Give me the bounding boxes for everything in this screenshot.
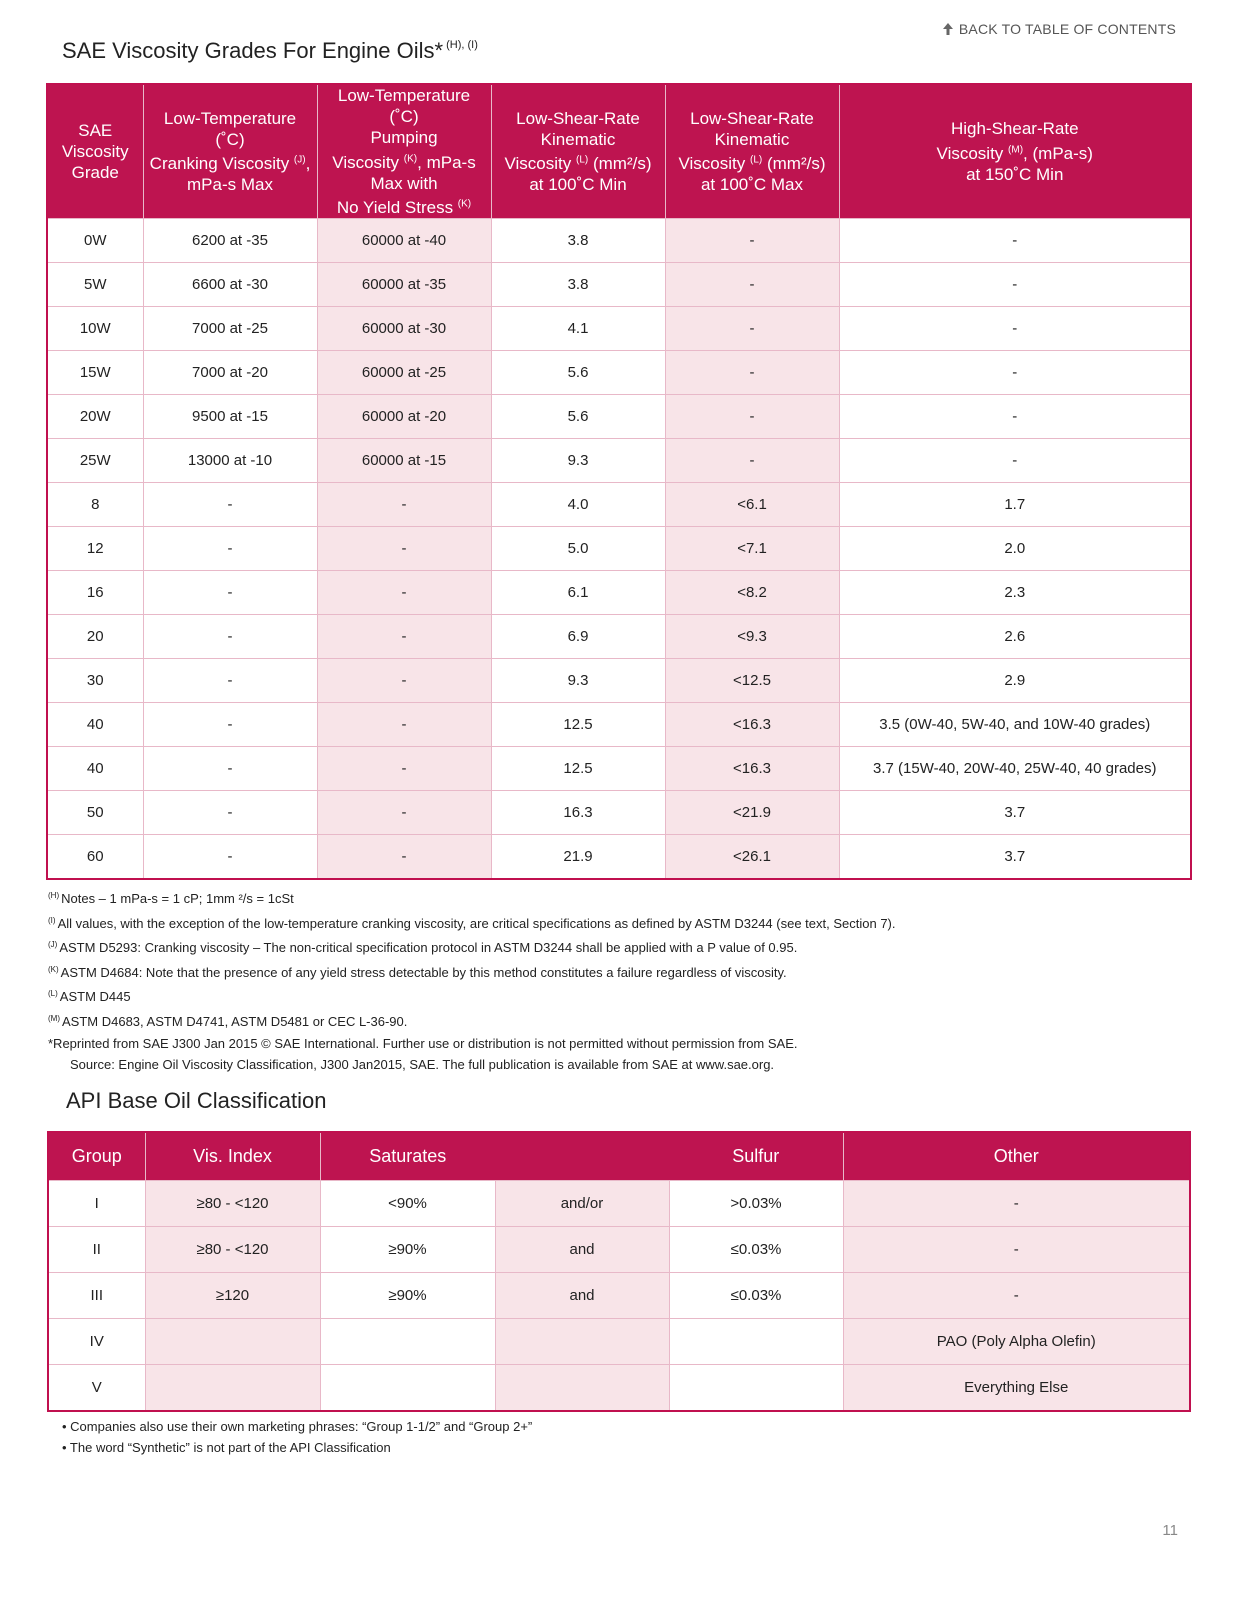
- api-header-row: [48, 1132, 1190, 1181]
- table-cell: [320, 1365, 495, 1412]
- footnote: [48, 934, 1188, 959]
- footnote-text: ASTM D5293: Cranking viscosity – The non-critical specification protocol in ASTM D3244 shall be applied with a P value of 0.95.: [59, 940, 798, 956]
- table-cell: <90%: [320, 1181, 495, 1227]
- table-cell: 60: [47, 835, 143, 880]
- table-cell: 6200 at -35: [143, 219, 317, 263]
- table-cell: -: [143, 747, 317, 791]
- table-cell: <6.1: [665, 483, 839, 527]
- table-cell: 3.5 (0W-40, 5W-40, and 10W-40 grades): [839, 703, 1191, 747]
- table-cell: and: [495, 1227, 669, 1273]
- table-cell: <16.3: [665, 747, 839, 791]
- footnote: [48, 910, 1188, 935]
- table-cell: 12: [47, 527, 143, 571]
- table-cell: 5.0: [491, 527, 665, 571]
- table-cell: 12.5: [491, 703, 665, 747]
- table-cell: 21.9: [491, 835, 665, 880]
- table-cell: <26.1: [665, 835, 839, 880]
- footnote-marker: (K): [48, 964, 59, 974]
- footnote-marker: (M): [48, 1013, 60, 1023]
- api-base-oil-table: [47, 1131, 1191, 1412]
- table-cell: <21.9: [665, 791, 839, 835]
- table-cell: -: [665, 395, 839, 439]
- table-cell: -: [839, 439, 1191, 483]
- table-cell: 12.5: [491, 747, 665, 791]
- bullet-item: • The word “Synthetic” is not part of the API Classification: [62, 1440, 391, 1455]
- footnote-marker: (L): [48, 989, 58, 999]
- table-cell: 6.1: [491, 571, 665, 615]
- table-row: [47, 571, 1191, 615]
- table-cell: -: [839, 263, 1191, 307]
- table-cell: -: [143, 527, 317, 571]
- table-cell: -: [665, 219, 839, 263]
- table-cell: <16.3: [665, 703, 839, 747]
- table-cell: ≤0.03%: [669, 1273, 843, 1319]
- table-cell: <8.2: [665, 571, 839, 615]
- table-cell: ≥80 - <120: [145, 1181, 320, 1227]
- table-row: [48, 1227, 1190, 1273]
- footnote: [48, 885, 1188, 910]
- sae-header-text: Low-Shear-Rate Kinematic Viscosity $^{(L)}$ (mm²/s) at 100˚C Max: [678, 108, 826, 195]
- table-cell: ≥80 - <120: [145, 1227, 320, 1273]
- sae-header-text: Low-Temperature (˚C) Pumping Viscosity $^{(K)}$, mPa-s Max with No Yield Stress $^{(K)}$: [332, 86, 476, 218]
- table-cell: -: [317, 483, 491, 527]
- table-cell: ≥90%: [320, 1227, 495, 1273]
- table-cell: -: [143, 483, 317, 527]
- back-to-toc-link[interactable]: [943, 21, 1176, 37]
- table-cell: 9.3: [491, 439, 665, 483]
- table-cell: 2.0: [839, 527, 1191, 571]
- table-row: [48, 1365, 1190, 1412]
- api-header-group: Group: [48, 1132, 145, 1181]
- back-to-toc-label: BACK TO TABLE OF CONTENTS: [958, 21, 1176, 37]
- sae-header-kin-max: [665, 84, 839, 219]
- table-cell: 60000 at -35: [317, 263, 491, 307]
- table-cell: 20: [47, 615, 143, 659]
- table-cell: 60000 at -20: [317, 395, 491, 439]
- table-cell: V: [48, 1365, 145, 1412]
- footnote-marker: (I): [48, 915, 56, 925]
- table-cell: -: [317, 527, 491, 571]
- table-cell: 6.9: [491, 615, 665, 659]
- api-header-vis-index: Vis. Index: [145, 1132, 320, 1181]
- table-cell: -: [143, 615, 317, 659]
- table-cell: 15W: [47, 351, 143, 395]
- table-cell: 25W: [47, 439, 143, 483]
- table-row: [48, 1273, 1190, 1319]
- table-row: [47, 439, 1191, 483]
- table-cell: -: [143, 835, 317, 880]
- table-cell: 40: [47, 703, 143, 747]
- sae-header-grade: [47, 84, 143, 219]
- table-cell: II: [48, 1227, 145, 1273]
- table-row: [47, 219, 1191, 263]
- table-cell: -: [665, 439, 839, 483]
- sae-header-hths: [839, 84, 1191, 219]
- table-row: [47, 747, 1191, 791]
- api-header-connector: [495, 1132, 669, 1181]
- table-cell: [495, 1319, 669, 1365]
- footnote-text: Notes – 1 mPa-s = 1 cP; 1mm ²/s = 1cSt: [61, 891, 294, 906]
- table-cell: -: [317, 747, 491, 791]
- table-cell: [320, 1319, 495, 1365]
- table-cell: [145, 1319, 320, 1365]
- table-cell: 3.8: [491, 219, 665, 263]
- table-cell: 5.6: [491, 351, 665, 395]
- table-cell: -: [143, 571, 317, 615]
- table-row: [47, 527, 1191, 571]
- table-cell: -: [317, 703, 491, 747]
- footnote-text: ASTM D445: [59, 989, 131, 1005]
- table-row: [47, 351, 1191, 395]
- table-cell: ≥90%: [320, 1273, 495, 1319]
- page-number: 11: [1162, 1522, 1178, 1539]
- table-cell: and/or: [495, 1181, 669, 1227]
- footnote-text: Source: Engine Oil Viscosity Classification, J300 Jan2015, SAE. The full publication is available from SAE at www.sae.org.: [70, 1057, 775, 1073]
- table-cell: 20W: [47, 395, 143, 439]
- footnote: [48, 1054, 1188, 1076]
- table-cell: <12.5: [665, 659, 839, 703]
- sae-title-text: SAE Viscosity Grades For Engine Oils*: [62, 38, 444, 63]
- sae-viscosity-table: [46, 83, 1192, 880]
- table-cell: 6600 at -30: [143, 263, 317, 307]
- table-cell: 60000 at -25: [317, 351, 491, 395]
- table-cell: 0W: [47, 219, 143, 263]
- table-cell: 5.6: [491, 395, 665, 439]
- table-cell: 4.0: [491, 483, 665, 527]
- up-arrow-icon: [943, 23, 953, 35]
- sae-header-text: Low-Shear-Rate Kinematic Viscosity $^{(L)}$ (mm²/s) at 100˚C Min: [504, 108, 652, 195]
- table-cell: <7.1: [665, 527, 839, 571]
- table-cell: [145, 1365, 320, 1412]
- table-cell: 8: [47, 483, 143, 527]
- table-cell: ≤0.03%: [669, 1227, 843, 1273]
- table-cell: 7000 at -25: [143, 307, 317, 351]
- table-cell: -: [317, 791, 491, 835]
- table-cell: 30: [47, 659, 143, 703]
- sae-table-title: [62, 38, 478, 64]
- table-cell: -: [317, 659, 491, 703]
- table-cell: and: [495, 1273, 669, 1319]
- table-cell: >0.03%: [669, 1181, 843, 1227]
- api-header-other: Other: [843, 1132, 1190, 1181]
- table-cell: -: [843, 1181, 1190, 1227]
- footnote: [48, 1033, 1188, 1055]
- table-cell: 9500 at -15: [143, 395, 317, 439]
- api-notes: [62, 1416, 532, 1458]
- sae-header-text: Low-Temperature (˚C) Cranking Viscosity $^{(J)}$, mPa-s Max: [149, 108, 311, 195]
- sae-header-pumping: [317, 84, 491, 219]
- footnote: [48, 959, 1188, 984]
- table-cell: 4.1: [491, 307, 665, 351]
- table-cell: -: [665, 263, 839, 307]
- table-row: [47, 703, 1191, 747]
- table-cell: [669, 1365, 843, 1412]
- table-row: [47, 263, 1191, 307]
- table-cell: 60000 at -15: [317, 439, 491, 483]
- table-cell: IV: [48, 1319, 145, 1365]
- footnote-marker: (H): [48, 891, 60, 900]
- table-cell: -: [143, 791, 317, 835]
- table-cell: Everything Else: [843, 1365, 1190, 1412]
- table-cell: 3.7: [839, 835, 1191, 880]
- footnotes: [48, 885, 1188, 1076]
- bullet-item: • Companies also use their own marketing phrases: “Group 1-1/2” and “Group 2+”: [62, 1419, 533, 1434]
- table-cell: -: [843, 1227, 1190, 1273]
- table-row: [48, 1319, 1190, 1365]
- footnote: [48, 983, 1188, 1008]
- table-cell: 3.8: [491, 263, 665, 307]
- table-row: [48, 1181, 1190, 1227]
- sae-header-text: SAE Viscosity Grade: [61, 121, 129, 183]
- table-cell: 50: [47, 791, 143, 835]
- table-row: [47, 615, 1191, 659]
- table-cell: -: [143, 703, 317, 747]
- table-cell: III: [48, 1273, 145, 1319]
- sae-header-row: [47, 84, 1191, 219]
- table-cell: 2.3: [839, 571, 1191, 615]
- table-cell: 40: [47, 747, 143, 791]
- table-cell: PAO (Poly Alpha Olefin): [843, 1319, 1190, 1365]
- api-table-title: API Base Oil Classification: [66, 1088, 327, 1113]
- table-cell: 7000 at -20: [143, 351, 317, 395]
- table-row: [47, 791, 1191, 835]
- table-cell: -: [839, 219, 1191, 263]
- footnote-text: ASTM D4684: Note that the presence of any yield stress detectable by this method constitutes a failure regardless of viscosity.: [60, 964, 787, 980]
- table-cell: -: [317, 835, 491, 880]
- table-cell: 9.3: [491, 659, 665, 703]
- table-row: [47, 395, 1191, 439]
- table-row: [47, 307, 1191, 351]
- table-cell: 3.7: [839, 791, 1191, 835]
- table-cell: [495, 1365, 669, 1412]
- sae-title-sup: (H), (I): [446, 39, 478, 51]
- table-cell: -: [839, 395, 1191, 439]
- sae-header-cranking: [143, 84, 317, 219]
- footnote-text: ASTM D4683, ASTM D4741, ASTM D5481 or CEC L-36-90.: [62, 1013, 408, 1029]
- table-cell: -: [839, 351, 1191, 395]
- sae-header-text: High-Shear-Rate Viscosity $^{(M)}$, (mPa-s) at 150˚C Min: [936, 119, 1093, 184]
- table-cell: -: [665, 307, 839, 351]
- table-cell: -: [843, 1273, 1190, 1319]
- table-cell: 3.7 (15W-40, 20W-40, 25W-40, 40 grades): [839, 747, 1191, 791]
- table-row: [47, 835, 1191, 880]
- table-cell: -: [839, 307, 1191, 351]
- table-cell: 5W: [47, 263, 143, 307]
- footnote-text: *Reprinted from SAE J300 Jan 2015 © SAE International. Further use or distribution is not permitted without permission from SAE.: [48, 1035, 798, 1051]
- footnote: [48, 1008, 1188, 1033]
- table-row: [47, 483, 1191, 527]
- table-cell: 13000 at -10: [143, 439, 317, 483]
- table-cell: 1.7: [839, 483, 1191, 527]
- table-cell: I: [48, 1181, 145, 1227]
- table-cell: 10W: [47, 307, 143, 351]
- table-cell: <9.3: [665, 615, 839, 659]
- table-cell: -: [317, 571, 491, 615]
- table-cell: 16: [47, 571, 143, 615]
- table-cell: -: [665, 351, 839, 395]
- table-cell: 2.9: [839, 659, 1191, 703]
- table-cell: -: [143, 659, 317, 703]
- table-cell: 60000 at -30: [317, 307, 491, 351]
- api-header-saturates: Saturates: [320, 1132, 495, 1181]
- table-cell: [669, 1319, 843, 1365]
- table-cell: ≥120: [145, 1273, 320, 1319]
- sae-header-kin-min: [491, 84, 665, 219]
- table-cell: -: [317, 615, 491, 659]
- table-cell: 2.6: [839, 615, 1191, 659]
- table-cell: 60000 at -40: [317, 219, 491, 263]
- footnote-text: All values, with the exception of the low-temperature cranking viscosity, are critical specifications as defined by ASTM D3244 (see text, Section 7).: [57, 915, 896, 931]
- table-cell: 16.3: [491, 791, 665, 835]
- api-header-sulfur: Sulfur: [669, 1132, 843, 1181]
- table-row: [47, 659, 1191, 703]
- footnote-marker: (J): [48, 940, 58, 950]
